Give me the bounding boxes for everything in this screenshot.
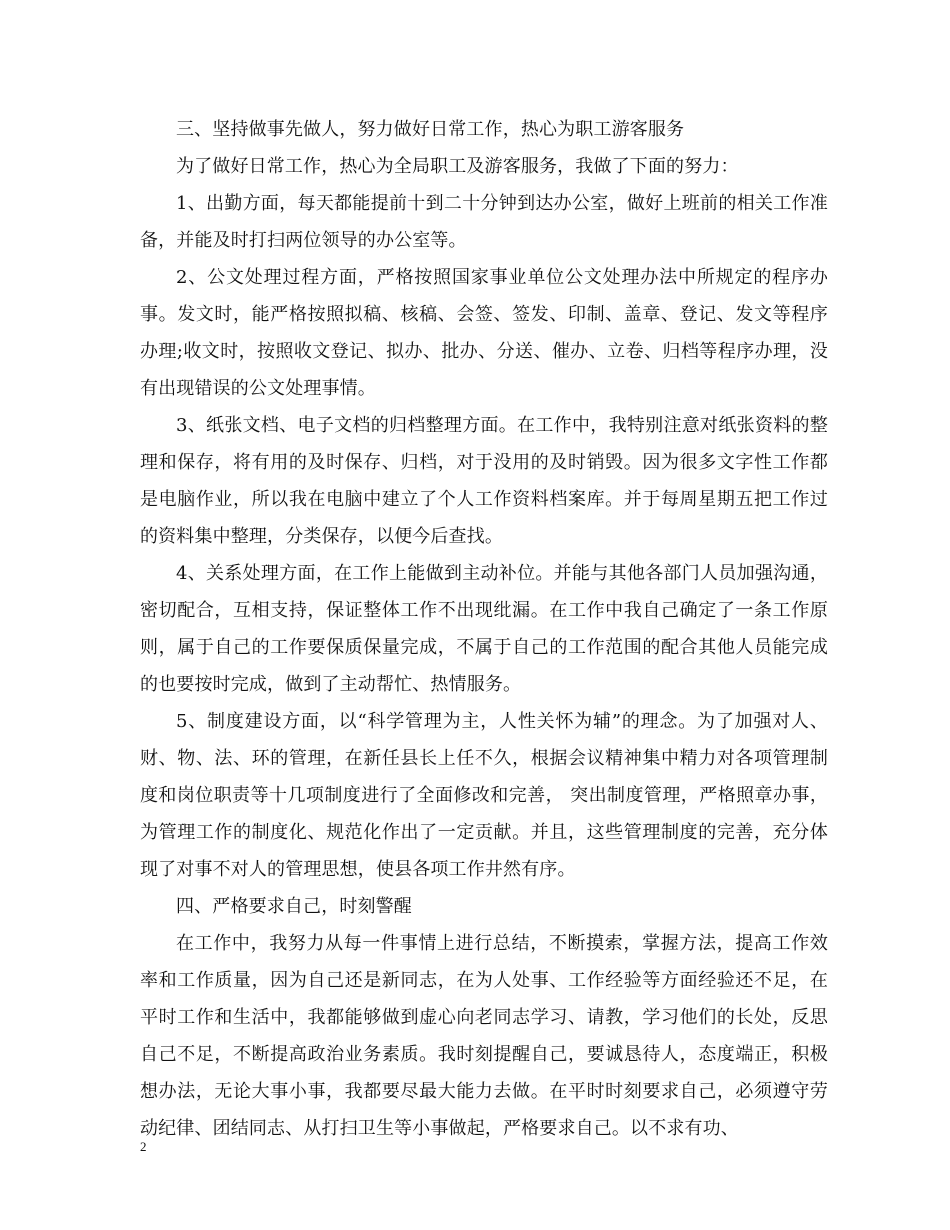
item-attendance: 1、出勤方面，每天都能提前十到二十分钟到达办公室，做好上班前的相关工作准备，并能及时打扫两位领导的办公室等。	[140, 193, 828, 251]
document-body	[140, 111, 828, 1147]
intro-paragraph: 为了做好日常工作，热心为全局职工及游客服务，我做了下面的努力：	[176, 156, 739, 177]
section-heading-three: 三、坚持做事先做人，努力做好日常工作，热心为职工游客服务	[176, 119, 685, 140]
page-number: 2	[140, 1139, 147, 1154]
item-document-processing: 2、公文处理过程方面，严格按照国家事业单位公文处理办法中所规定的程序办事。发文时，能严格按照拟稿、核稿、会签、签发、印制、盖章、登记、发文等程序办理;收文时，按照收文登记、拟办、批办、分送、催办、立卷、归档等程序办理，没有出现错误的公文处理事情。	[140, 267, 828, 399]
self-discipline-paragraph: 在工作中，我努力从每一件事情上进行总结，不断摸索，掌握方法，提高工作效率和工作质量，因为自己还是新同志，在为人处事、工作经验等方面经验还不足，在平时工作和生活中，我都能够做到虚心向老同志学习、请教，学习他们的长处，反思自己不足，不断提高政治业务素质。我时刻提醒自己，要诚恳待人，态度端正，积极想办法，无论大事小事，我都要尽最大能力去做。在平时时刻要求自己，必须遵守劳动纪律、团结同志、从打扫卫生等小事做起，严格要求自己。以不求有功、	[140, 933, 828, 1139]
item-archiving: 3、纸张文档、电子文档的归档整理方面。在工作中，我特别注意对纸张资料的整理和保存，将有用的及时保存、归档，对于没用的及时销毁。因为很多文字性工作都是电脑作业，所以我在电脑中建立了个人工作资料档案库。并于每周星期五把工作过的资料集中整理，分类保存，以便今后查找。	[140, 415, 828, 547]
item-system-building: 5、制度建设方面，以“科学管理为主，人性关怀为辅”的理念。为了加强对人、财、物、法、环的管理，在新任县长上任不久，根据会议精神集中精力对各项管理制度和岗位职责等十几项制度进行了全面修改和完善， 突出制度管理，严格照章办事，为管理工作的制度化、规范化作出了一定贡献。并且，这些管理制度的完善，充分体现了对事不对人的管理思想，使县各项工作井然有序。	[140, 711, 828, 880]
section-heading-four: 四、严格要求自己，时刻警醒	[176, 896, 412, 917]
item-relationships: 4、关系处理方面，在工作上能做到主动补位。并能与其他各部门人员加强沟通，密切配合，互相支持，保证整体工作不出现纰漏。在工作中我自己确定了一条工作原则，属于自己的工作要保质保量完成，不属于自己的工作范围的配合其他人员能完成的也要按时完成，做到了主动帮忙、热情服务。	[140, 563, 828, 695]
